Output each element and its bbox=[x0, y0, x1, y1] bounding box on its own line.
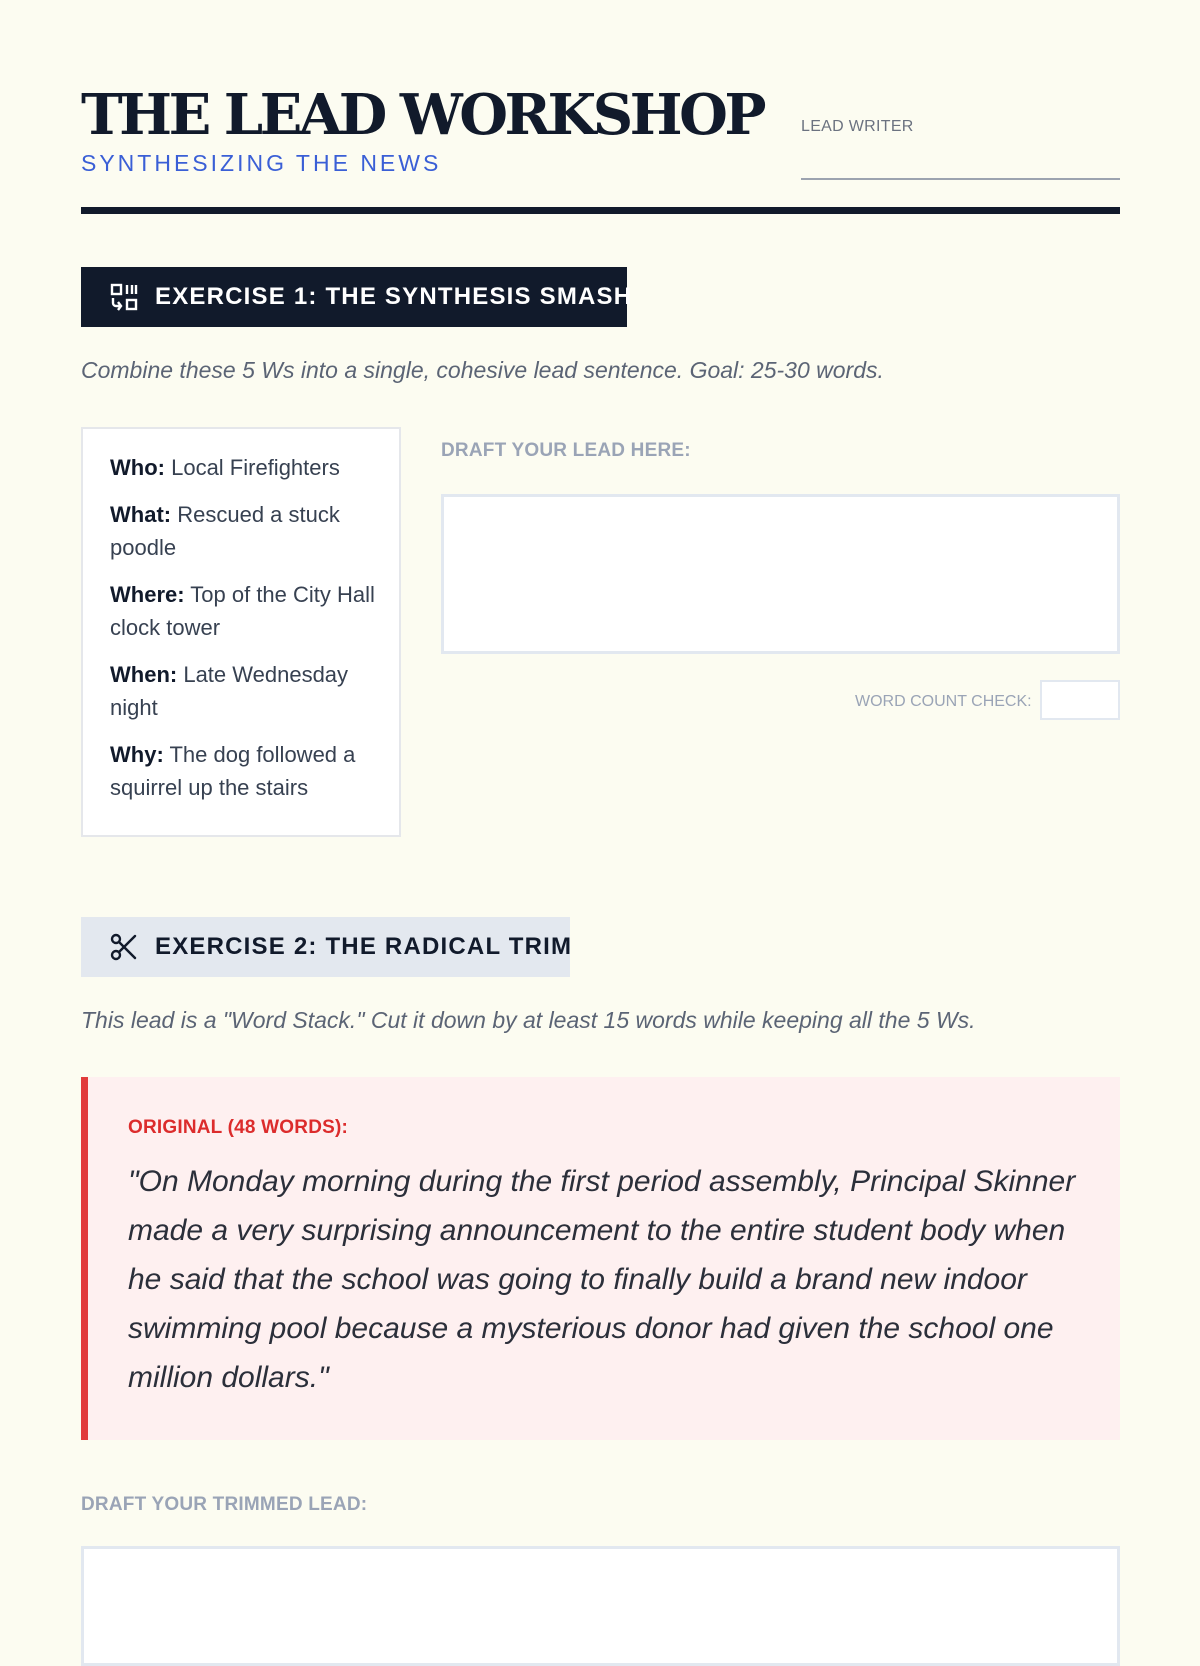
lead-writer-label: LEAD WRITER bbox=[801, 118, 914, 135]
synthesis-icon bbox=[109, 282, 139, 312]
lead-writer-field[interactable] bbox=[801, 178, 1120, 180]
draft-trimmed-label: DRAFT YOUR TRIMMED LEAD: bbox=[81, 1494, 368, 1515]
ws-label: Who: bbox=[110, 455, 165, 480]
ws-where bbox=[110, 578, 379, 644]
ws-who bbox=[110, 451, 379, 484]
ws-why bbox=[110, 738, 379, 804]
ws-value: Late Wednesday night bbox=[110, 662, 349, 720]
ws-value: Top of the City Hall clock tower bbox=[110, 582, 375, 640]
ws-when bbox=[110, 658, 379, 724]
ws-value: Local Firefighters bbox=[171, 455, 340, 480]
ws-label: Why: bbox=[110, 742, 164, 767]
ws-value: The dog followed a squirrel up the stairs bbox=[110, 742, 356, 800]
page-title: THE LEAD WORKSHOP bbox=[81, 82, 763, 148]
page-subtitle: SYNTHESIZING THE NEWS bbox=[81, 150, 442, 176]
exercise1-instruction: Combine these 5 Ws into a single, cohesive lead sentence. Goal: 25-30 words. bbox=[81, 357, 884, 383]
original-lead-block bbox=[81, 1077, 1120, 1440]
draft-lead-label: DRAFT YOUR LEAD HERE: bbox=[441, 440, 691, 461]
ws-label: What: bbox=[110, 502, 172, 527]
worksheet-header bbox=[81, 84, 1120, 214]
ws-label: When: bbox=[110, 662, 178, 687]
ws-value: Rescued a stuck poodle bbox=[110, 502, 340, 560]
exercise2-header bbox=[81, 917, 573, 977]
exercise2-title: EXERCISE 2: THE RADICAL TRIM bbox=[155, 933, 573, 960]
ws-what bbox=[110, 498, 379, 564]
five-ws-card bbox=[81, 427, 401, 837]
header-divider bbox=[81, 207, 1120, 214]
original-lead-text: "On Monday morning during the first period assembly, Principal Skinner made a very surprising announcement to the entire student body when he said that the school was going to finally build a brand new indoor swimming pool because a mysterious donor had given the school one million dollars." bbox=[128, 1165, 1076, 1394]
word-count-input[interactable] bbox=[1040, 680, 1120, 720]
draft-lead-textarea[interactable] bbox=[441, 494, 1120, 654]
exercise1-title: EXERCISE 1: THE SYNTHESIS SMASH bbox=[155, 283, 633, 310]
scissors-icon bbox=[109, 932, 139, 962]
draft-trimmed-textarea[interactable] bbox=[81, 1546, 1120, 1666]
exercise2-instruction: This lead is a "Word Stack." Cut it down by at least 15 words while keeping all the 5 Ws. bbox=[81, 1007, 976, 1033]
word-count-label: WORD COUNT CHECK: bbox=[855, 693, 1032, 710]
ws-label: Where: bbox=[110, 582, 185, 607]
original-lead-label: ORIGINAL (48 WORDS): bbox=[128, 1117, 349, 1138]
exercise1-header bbox=[81, 267, 633, 327]
